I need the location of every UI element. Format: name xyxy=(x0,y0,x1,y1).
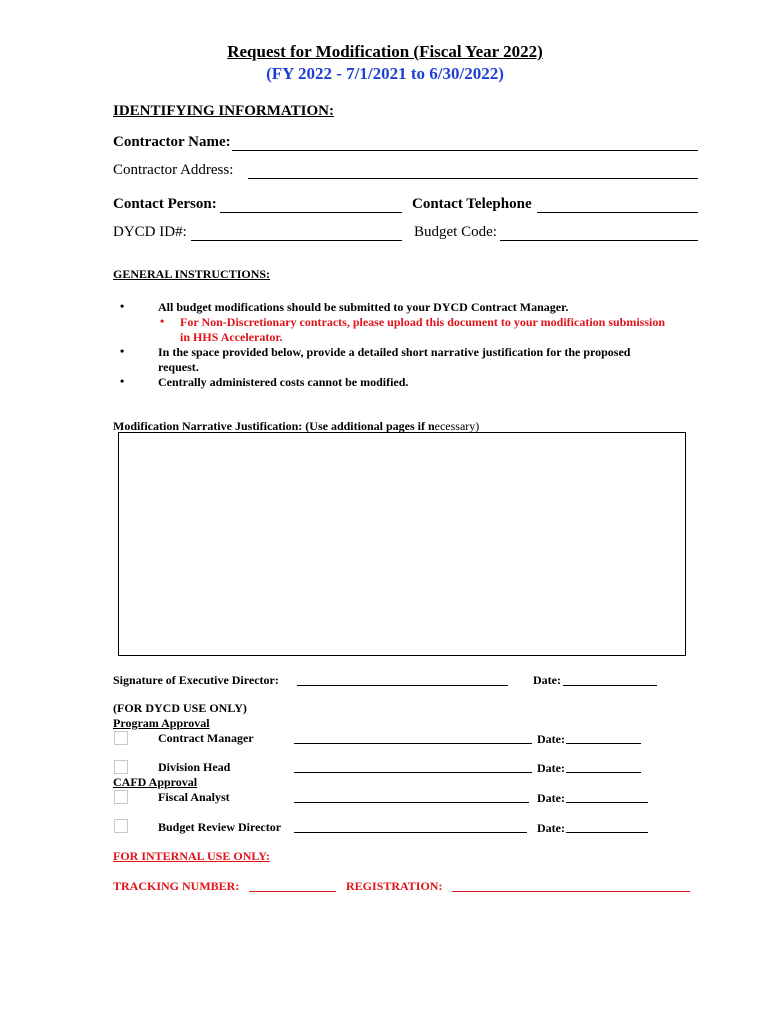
narrative-label-rest: ecessary) xyxy=(434,419,480,433)
instruction-item-2-line-2: request. xyxy=(158,360,199,374)
executive-signature-field[interactable] xyxy=(297,685,508,686)
budget-code-label: Budget Code: xyxy=(414,224,497,240)
fiscal-analyst-date-label: Date: xyxy=(537,791,565,805)
contact-telephone-field[interactable] xyxy=(537,212,698,213)
division-head-label: Division Head xyxy=(158,760,231,774)
budget-review-director-label: Budget Review Director xyxy=(158,820,282,834)
dycd-id-label: DYCD ID#: xyxy=(113,224,187,240)
instruction-item-2-line-1: In the space provided below, provide a detailed short narrative justification for the proposed xyxy=(158,345,631,359)
contract-manager-label: Contract Manager xyxy=(158,731,254,745)
contact-person-label: Contact Person: xyxy=(113,196,217,212)
fiscal-year-subtitle: (FY 2022 - 7/1/2021 to 6/30/2022) xyxy=(266,64,504,83)
division-head-date-label: Date: xyxy=(537,761,565,775)
general-instructions-heading: GENERAL INSTRUCTIONS: xyxy=(113,267,271,281)
registration-label: REGISTRATION: xyxy=(346,879,443,893)
budget-code-field[interactable] xyxy=(500,240,698,241)
bullet-icon: • xyxy=(120,299,125,313)
form-title: Request for Modification (Fiscal Year 2022) xyxy=(227,42,543,61)
executive-date-label: Date: xyxy=(533,673,561,687)
executive-date-field[interactable] xyxy=(563,685,657,686)
instruction-item-1: All budget modifications should be submitted to your DYCD Contract Manager. xyxy=(158,300,569,314)
contractor-name-label: Contractor Name: xyxy=(113,134,231,150)
contact-person-field[interactable] xyxy=(220,212,402,213)
division-head-checkbox[interactable] xyxy=(114,760,128,774)
instruction-subitem-line-1: For Non-Discretionary contracts, please upload this document to your modification submission xyxy=(180,315,666,329)
instruction-subitem-line-2: in HHS Accelerator. xyxy=(180,330,283,344)
cafd-approval-heading: CAFD Approval xyxy=(113,775,198,789)
fiscal-analyst-date-field[interactable] xyxy=(566,802,648,803)
tracking-number-field[interactable] xyxy=(249,891,336,892)
contractor-address-label: Contractor Address: xyxy=(113,162,234,178)
program-approval-heading: Program Approval xyxy=(113,716,210,730)
division-head-date-field[interactable] xyxy=(566,772,641,773)
budget-review-director-checkbox[interactable] xyxy=(114,819,128,833)
internal-use-heading: FOR INTERNAL USE ONLY: xyxy=(113,849,270,863)
contract-manager-checkbox[interactable] xyxy=(114,731,128,745)
narrative-label-bold: Modification Narrative Justification: (Use additional pages if n xyxy=(113,419,435,433)
executive-signature-label: Signature of Executive Director: xyxy=(113,673,279,687)
contact-telephone-label: Contact Telephone xyxy=(412,196,532,212)
contract-manager-signature-field[interactable] xyxy=(294,743,532,744)
registration-field[interactable] xyxy=(452,891,690,892)
budget-review-director-date-label: Date: xyxy=(537,821,565,835)
instruction-item-3: Centrally administered costs cannot be modified. xyxy=(158,375,409,389)
contract-manager-date-label: Date: xyxy=(537,732,565,746)
bullet-icon: • xyxy=(120,344,125,358)
dycd-id-field[interactable] xyxy=(191,240,402,241)
bullet-icon: • xyxy=(160,314,165,328)
identifying-info-heading: IDENTIFYING INFORMATION: xyxy=(113,103,334,119)
contract-manager-date-field[interactable] xyxy=(566,743,641,744)
fiscal-analyst-checkbox[interactable] xyxy=(114,790,128,804)
division-head-signature-field[interactable] xyxy=(294,772,532,773)
fiscal-analyst-signature-field[interactable] xyxy=(294,802,529,803)
narrative-justification-textbox[interactable] xyxy=(118,432,686,656)
budget-review-director-signature-field[interactable] xyxy=(294,832,527,833)
tracking-number-label: TRACKING NUMBER: xyxy=(113,879,240,893)
dycd-use-only-label: (FOR DYCD USE ONLY) xyxy=(113,701,247,715)
contractor-address-field[interactable] xyxy=(248,178,698,179)
contractor-name-field[interactable] xyxy=(232,150,698,151)
budget-review-director-date-field[interactable] xyxy=(566,832,648,833)
fiscal-analyst-label: Fiscal Analyst xyxy=(158,790,230,804)
bullet-icon: • xyxy=(120,374,125,388)
